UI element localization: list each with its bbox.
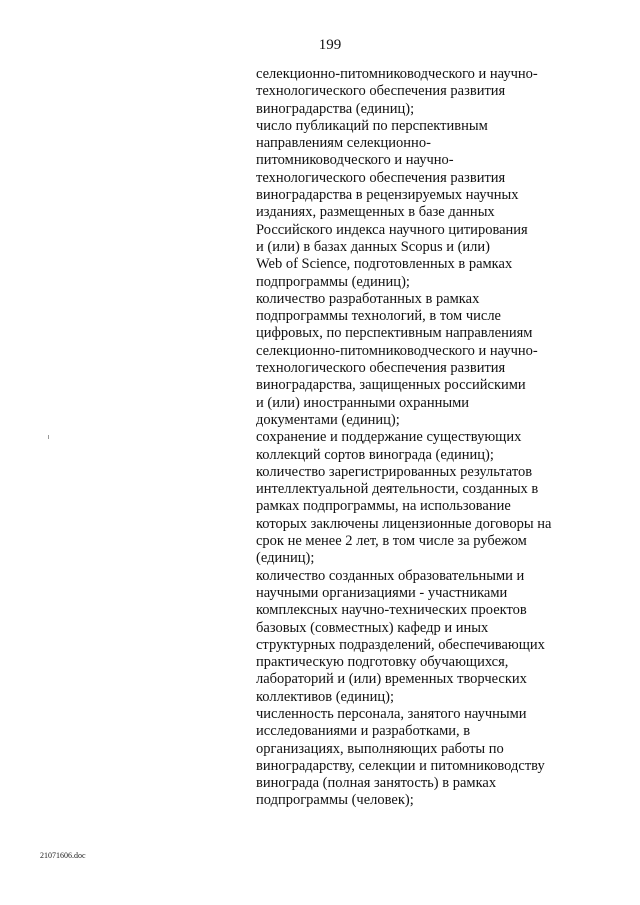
document-body [256, 66, 586, 810]
text-line: количество зарегистрированных результатов [256, 463, 533, 480]
text-line: организациях, выполняющих работы по [256, 740, 504, 757]
text-line: структурных подразделений, обеспечивающих [256, 636, 545, 653]
text-line: лабораторий и (или) временных творческих [256, 671, 527, 688]
text-line: практическую подготовку обучающихся, [256, 654, 509, 671]
text-line: виноградарства в рецензируемых научных [256, 187, 519, 204]
text-line: технологического обеспечения развития [256, 169, 506, 186]
text-line: базовых (совместных) кафедр и иных [256, 619, 489, 636]
text-line: Российского индекса научного цитирования [256, 221, 528, 238]
footer-filename: 21071606.doc [40, 851, 86, 860]
text-line: и (или) иностранными охранными [256, 394, 470, 411]
text-line: документами (единиц); [256, 411, 400, 428]
text-line: научными организациями - участниками [256, 584, 508, 601]
margin-mark [48, 435, 49, 439]
text-line: подпрограммы (единиц); [256, 273, 410, 290]
text-line: коллекций сортов винограда (единиц); [256, 446, 494, 463]
text-line: сохранение и поддержание существующих [256, 429, 522, 446]
text-line: количество разработанных в рамках [256, 290, 480, 307]
text-line: коллективов (единиц); [256, 688, 395, 705]
text-line: селекционно-питомниководческого и научно- [256, 66, 538, 82]
text-line: виноградарству, селекции и питомниководству [256, 757, 545, 774]
text-line: интеллектуальной деятельности, созданных в [256, 481, 539, 498]
text-line: подпрограммы технологий, в том числе [256, 308, 501, 325]
text-line: срок не менее 2 лет, в том числе за рубежом [256, 533, 527, 550]
text-line: которых заключены лицензионные договоры на [256, 515, 552, 532]
text-line: селекционно-питомниководческого и научно- [256, 342, 538, 359]
text-line: цифровых, по перспективным направлениям [256, 325, 533, 342]
text-line: рамках подпрограммы, на использование [256, 498, 511, 515]
text-line: число публикаций по перспективным [256, 117, 488, 134]
text-line: направлениям селекционно- [256, 135, 431, 152]
text-line: подпрограммы (человек); [256, 792, 414, 809]
text-line: количество созданных образовательными и [256, 567, 525, 584]
text-line: (единиц); [256, 550, 315, 567]
text-line: исследованиями и разработками, в [256, 723, 471, 740]
text-line: комплексных научно-технических проектов [256, 602, 527, 619]
text-line: Web of Science, подготовленных в рамках [256, 256, 513, 273]
text-line: технологического обеспечения развития [256, 360, 506, 377]
text-line: и (или) в базах данных Scopus и (или) [256, 238, 491, 255]
text-line: численность персонала, занятого научными [256, 705, 527, 722]
text-line: изданиях, размещенных в базе данных [256, 204, 495, 221]
text-line: винограда (полная занятость) в рамках [256, 775, 497, 792]
text-line: виноградарства, защищенных российскими [256, 377, 526, 394]
text-line: питомниководческого и научно- [256, 152, 454, 169]
text-line: технологического обеспечения развития [256, 83, 506, 100]
page-number: 199 [318, 37, 342, 53]
text-line: виноградарства (единиц); [256, 100, 415, 117]
